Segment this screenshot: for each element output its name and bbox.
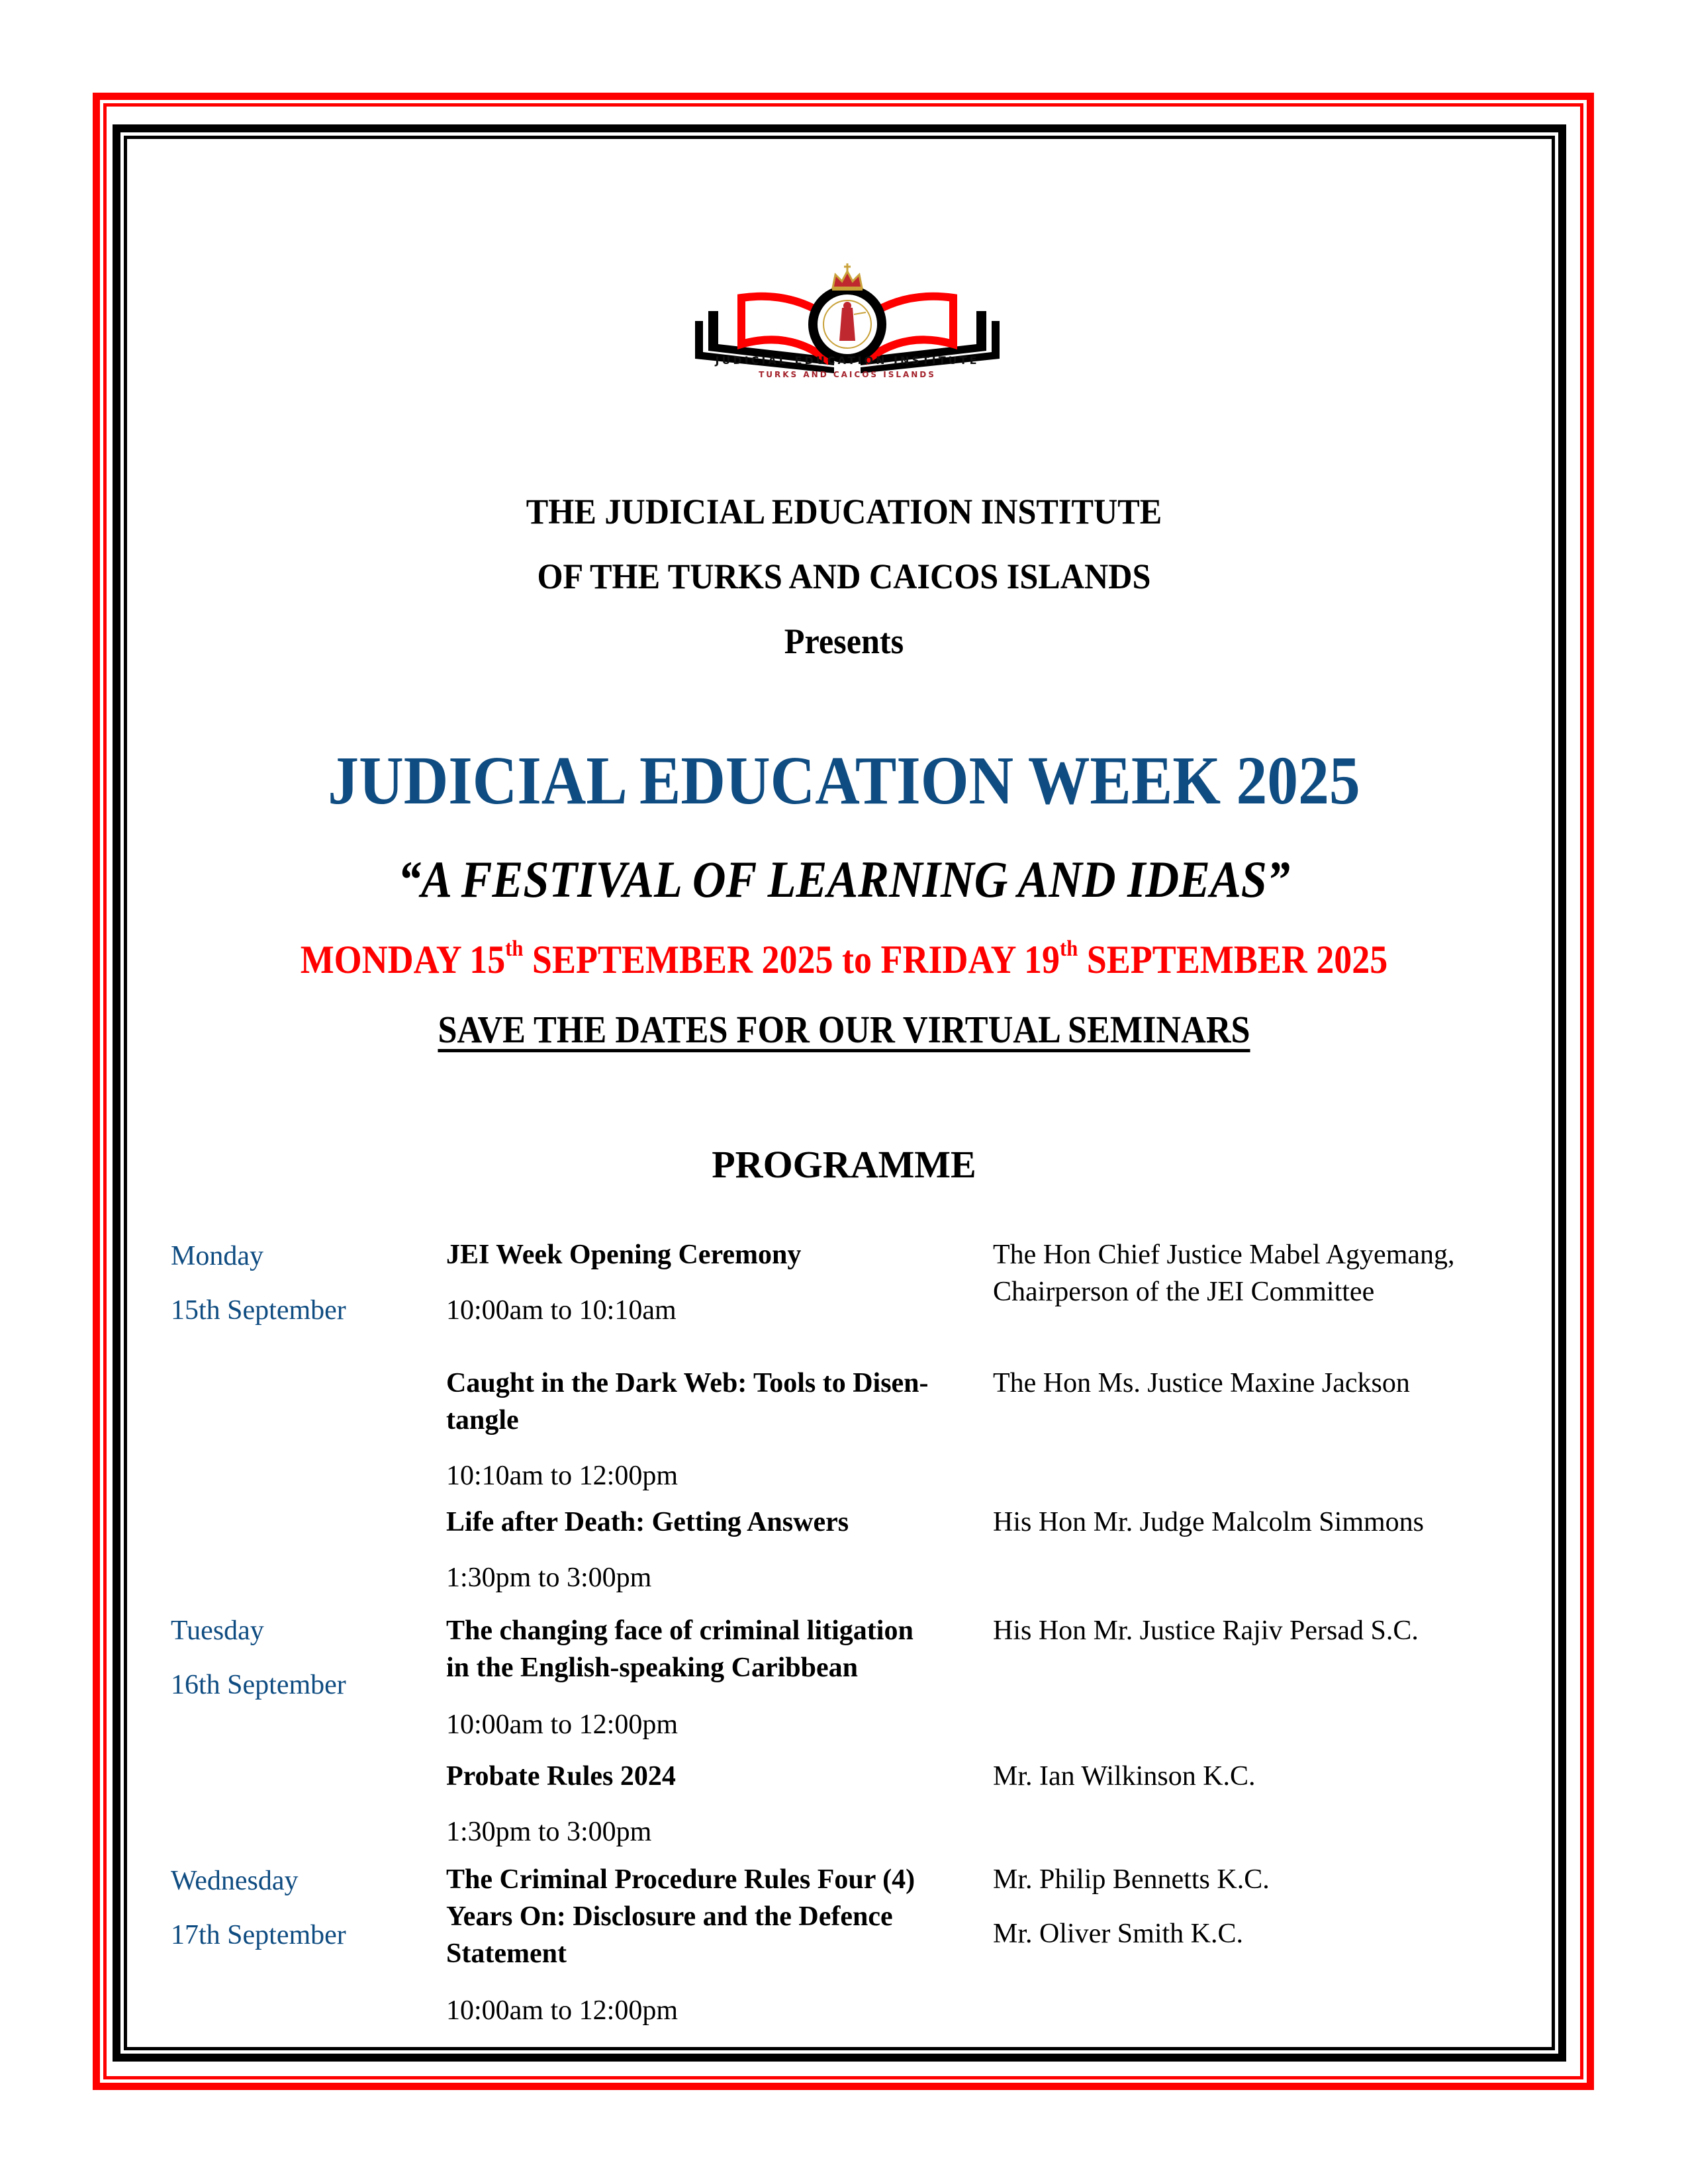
session-speakers: The Hon Ms. Justice Maxine Jackson: [993, 1368, 1410, 1398]
save-the-dates-heading: SAVE THE DATES FOR OUR VIRTUAL SEMINARS: [438, 1008, 1250, 1051]
day-label-monday: Monday: [171, 1241, 263, 1271]
session-speakers: Mr. Ian Wilkinson K.C.: [993, 1761, 1256, 1792]
date-label-monday: 15th September: [171, 1295, 346, 1326]
session-time: 10:00am to 12:00pm: [446, 1709, 678, 1740]
institute-line-1: THE JUDICIAL EDUCATION INSTITUTE: [526, 492, 1162, 531]
programme-heading: PROGRAMME: [712, 1143, 976, 1186]
logo-subtitle: TURKS AND CAICOS ISLANDS: [759, 370, 936, 379]
date-label-tuesday: 16th September: [171, 1670, 346, 1700]
event-title: JUDICIAL EDUCATION WEEK 2025: [328, 743, 1360, 819]
day-label-tuesday: Tuesday: [171, 1615, 264, 1646]
session-time: 1:30pm to 3:00pm: [446, 1563, 652, 1593]
session-title: Life after Death: Getting Answers: [446, 1507, 849, 1537]
session-speakers: His Hon Mr. Justice Rajiv Persad S.C.: [993, 1615, 1419, 1646]
session-title: Probate Rules 2024: [446, 1761, 676, 1792]
day-label-wednesday: Wednesday: [171, 1866, 299, 1896]
session-speakers: His Hon Mr. Judge Malcolm Simmons: [993, 1507, 1425, 1537]
session-title: The changing face of criminal litigation in the English-speaking Caribbean: [446, 1615, 914, 1683]
session-speakers: The Hon Chief Justice Mabel Agyemang, Chairperson of the JEI Committee: [993, 1240, 1455, 1307]
session-time: 10:00am to 10:10am: [446, 1295, 677, 1326]
session-title: JEI Week Opening Ceremony: [446, 1240, 802, 1270]
presents-text: Presents: [784, 621, 904, 661]
session-speakers: Mr. Philip Bennetts K.C. Mr. Oliver Smith K.C.: [993, 1864, 1270, 1949]
logo-title: JUDICIAL EDUCATION INSTITUTE: [715, 354, 980, 367]
institute-line-2: OF THE TURKS AND CAICOS ISLANDS: [537, 557, 1151, 596]
session-title: Caught in the Dark Web: Tools to Disen- tangle: [446, 1368, 929, 1435]
session-title: The Criminal Procedure Rules Four (4) Years On: Disclosure and the Defence Statement: [446, 1864, 915, 1969]
event-tagline: “A FESTIVAL OF LEARNING AND IDEAS”: [398, 850, 1290, 908]
date-label-wednesday: 17th September: [171, 1920, 346, 1950]
event-dates: MONDAY 15th SEPTEMBER 2025 to FRIDAY 19th SEPTEMBER 2025: [300, 936, 1388, 981]
session-time: 10:10am to 12:00pm: [446, 1461, 678, 1491]
session-time: 1:30pm to 3:00pm: [446, 1817, 652, 1847]
session-time: 10:00am to 12:00pm: [446, 1995, 678, 2026]
